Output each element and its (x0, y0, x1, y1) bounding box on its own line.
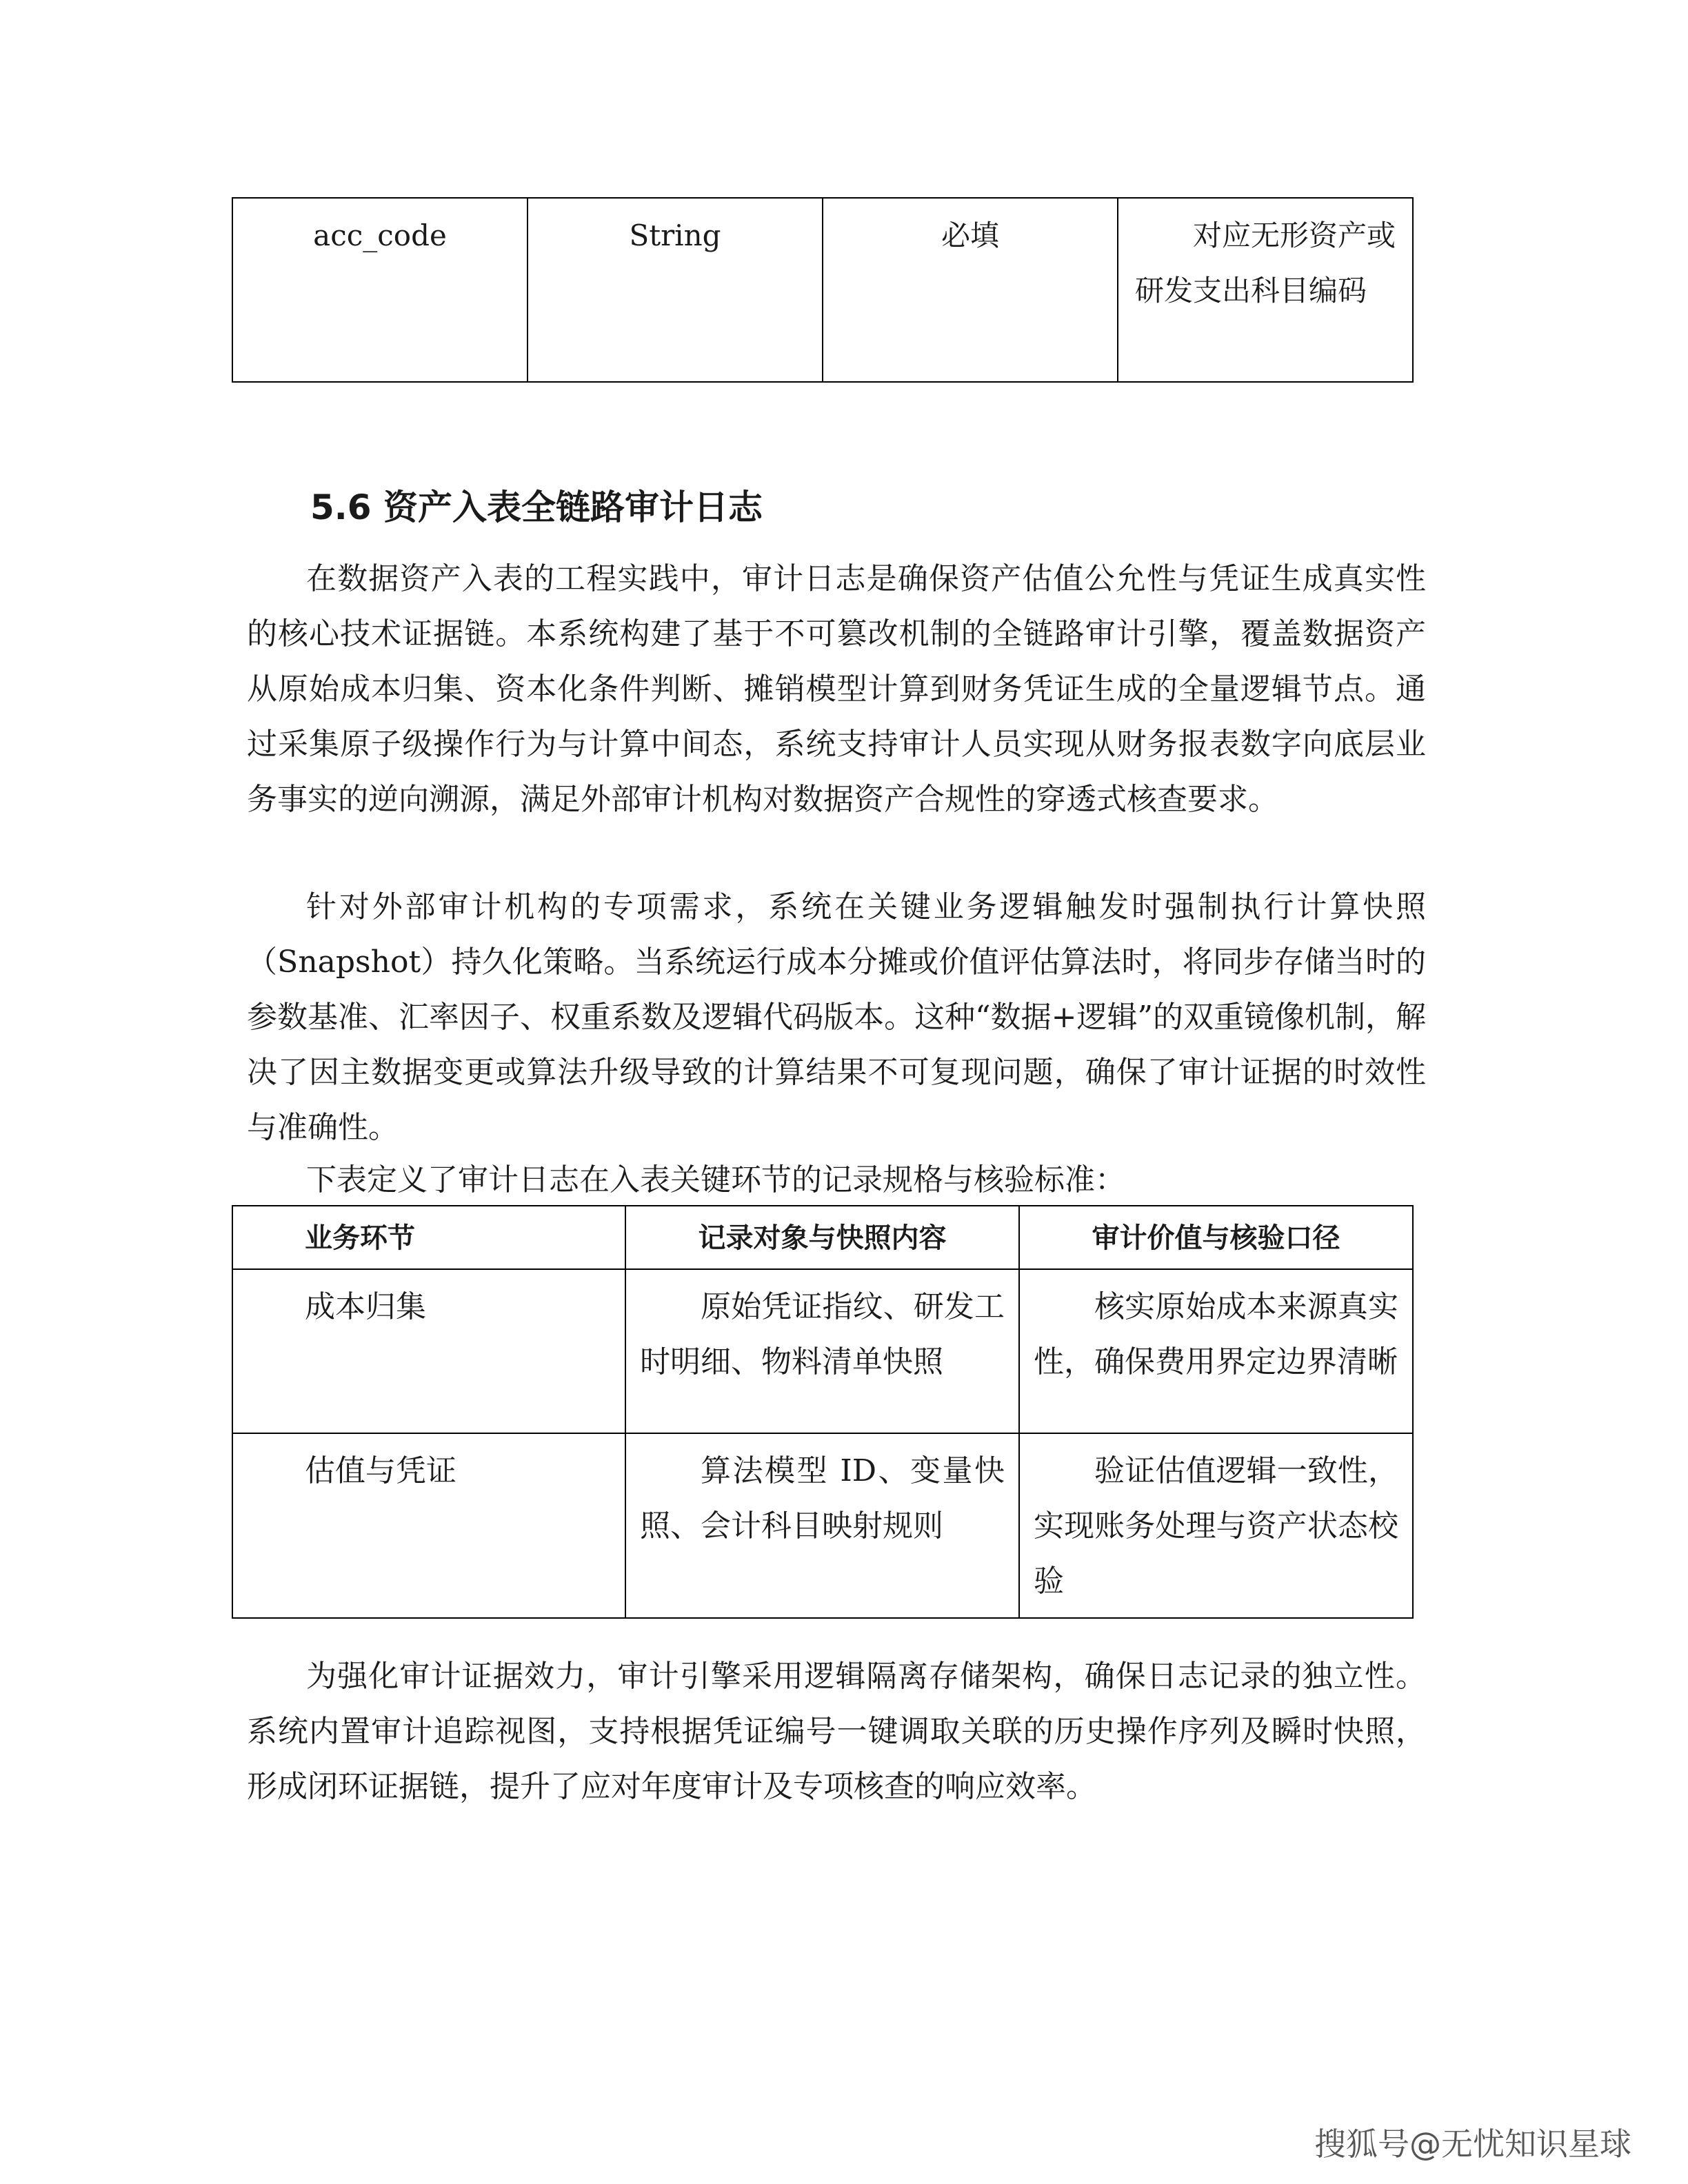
table-row (232, 1269, 1413, 1433)
stage-cell: 估值与凭证 (232, 1433, 625, 1618)
audit-value-cell: 核实原始成本来源真实性，确保费用界定边界清晰 (1019, 1269, 1413, 1433)
field-name-cell: acc_code (232, 198, 528, 382)
table-row (232, 198, 1413, 382)
paragraph-table-intro: 下表定义了审计日志在入表关键环节的记录规格与核验标准： (306, 1162, 1125, 1197)
record-cell: 算法模型 ID、变量快照、会计科目映射规则 (625, 1433, 1019, 1618)
record-cell: 原始凭证指纹、研发工时明细、物料清单快照 (625, 1269, 1019, 1433)
table-header-row (232, 1206, 1413, 1269)
paragraph-intro: 在数据资产入表的工程实践中，审计日志是确保资产估值公允性与凭证生成真实性的核心技术证据链。本系统构建了基于不可篡改机制的全链路审计引擎，覆盖数据资产从原始成本归集、资本化条件判断、摊销模型计算到财务凭证生成的全量逻辑节点。通过采集原子级操作行为与计算中间态，系统支持审计人员实现从财务报表数字向底层业务事实的逆向溯源，满足外部审计机构对数据资产合规性的穿透式核查要求。 (247, 561, 1426, 817)
column-header-stage: 业务环节 (232, 1206, 625, 1269)
paragraph-conclusion: 为强化审计证据效力，审计引擎采用逻辑隔离存储架构，确保日志记录的独立性。系统内置审计追踪视图，支持根据凭证编号一键调取关联的历史操作序列及瞬时快照，形成闭环证据链，提升了应对年度审计及专项核查的响应效率。 (247, 1659, 1426, 1804)
section-heading: 5.6 资产入表全链路审计日志 (310, 487, 763, 527)
stage-cell: 成本归集 (232, 1269, 625, 1433)
field-definition-table (232, 197, 1414, 383)
field-description-cell: 对应无形资产或研发支出科目编码 (1118, 198, 1413, 382)
column-header-audit-value: 审计价值与核验口径 (1019, 1206, 1413, 1269)
table-row (232, 1433, 1413, 1618)
audit-spec-table (232, 1205, 1414, 1619)
audit-value-cell: 验证估值逻辑一致性，实现账务处理与资产状态校验 (1019, 1433, 1413, 1618)
column-header-record: 记录对象与快照内容 (625, 1206, 1019, 1269)
paragraph-snapshot: 针对外部审计机构的专项需求，系统在关键业务逻辑触发时强制执行计算快照（Snapshot）持久化策略。当系统运行成本分摊或价值评估算法时，将同步存储当时的参数基准、汇率因子、权重系数及逻辑代码版本。这种“数据+逻辑”的双重镜像机制，解决了因主数据变更或算法升级导致的计算结果不可复现问题，确保了审计证据的时效性与准确性。 (247, 889, 1426, 1145)
field-required-cell: 必填 (823, 198, 1118, 382)
watermark: 搜狐号@无忧知识星球 (1314, 2125, 1631, 2163)
field-type-cell: String (528, 198, 823, 382)
